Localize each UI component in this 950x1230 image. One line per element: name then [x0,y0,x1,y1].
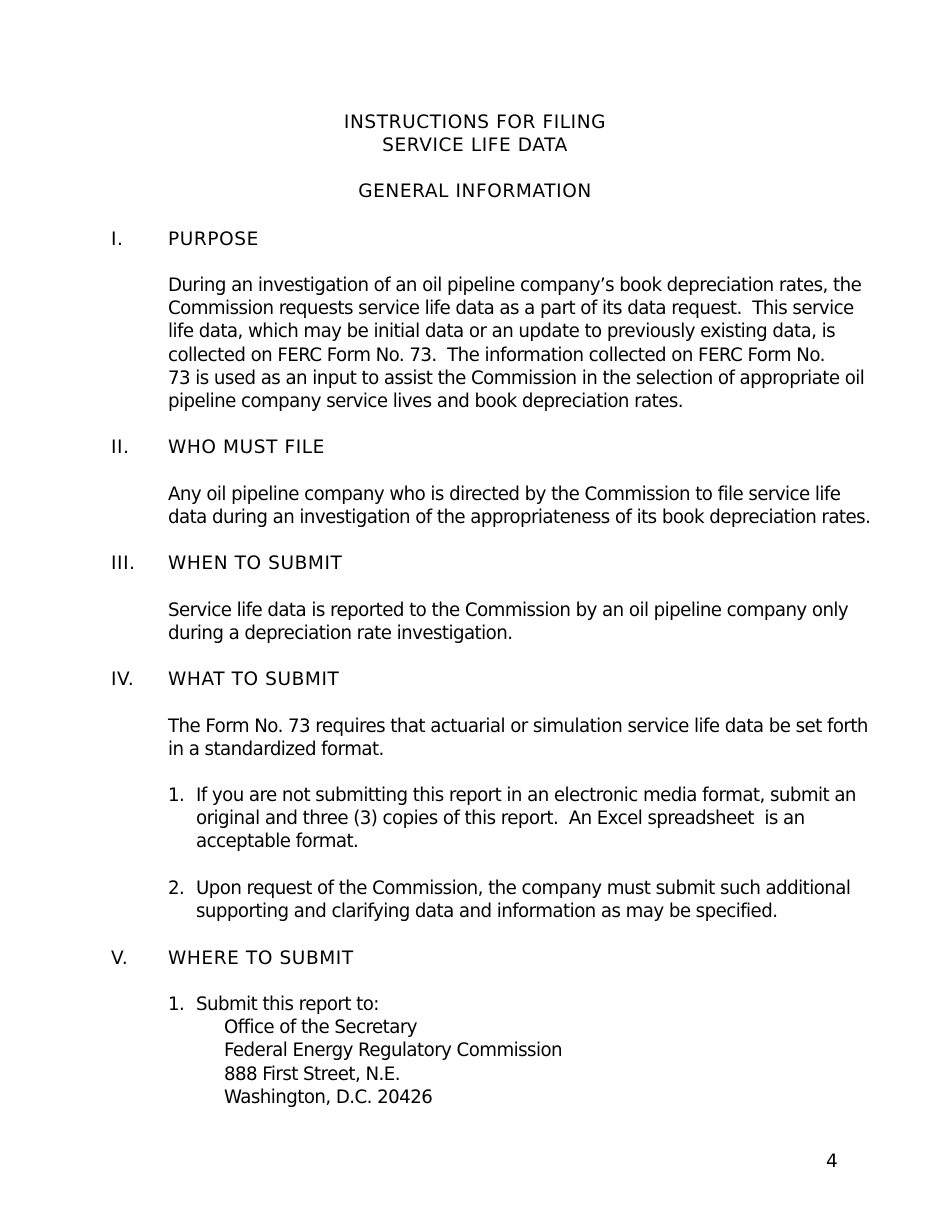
document-title-line-1: INSTRUCTIONS FOR FILING [343,112,607,133]
section-heading-purpose: PURPOSE [168,229,259,250]
section-heading-where-to-submit: WHERE TO SUBMIT [168,948,354,969]
list-item-number: 1. [168,785,185,806]
list-item-number: 2. [168,878,185,899]
when-to-submit-paragraph-line: during a depreciation rate investigation. [168,623,513,644]
address-line: Washington, D.C. 20426 [224,1087,433,1108]
what-to-submit-paragraph-line: in a standardized format. [168,739,384,760]
list-item-line: Upon request of the Commission, the company must submit such additional [196,878,851,899]
page-number: 4 [826,1151,838,1172]
address-line: Federal Energy Regulatory Commission [224,1040,563,1061]
document-subtitle: GENERAL INFORMATION [358,181,592,202]
list-item-number: 1. [168,994,185,1015]
document-title-line-2: SERVICE LIFE DATA [382,135,568,156]
section-numeral-3: III. [111,553,136,574]
section-numeral-2: II. [111,437,130,458]
list-item-line: original and three (3) copies of this report. An Excel spreadsheet is an [196,808,805,829]
section-heading-when-to-submit: WHEN TO SUBMIT [168,553,343,574]
purpose-paragraph-line: life data, which may be initial data or an update to previously existing data, is [168,321,836,342]
what-to-submit-paragraph-line: The Form No. 73 requires that actuarial or simulation service life data be set forth [168,716,868,737]
purpose-paragraph-line: During an investigation of an oil pipeline company’s book depreciation rates, the [168,275,862,296]
section-numeral-4: IV. [111,669,135,690]
list-item-line: supporting and clarifying data and information as may be specified. [196,901,778,922]
section-numeral-5: V. [111,948,129,969]
address-line: Office of the Secretary [224,1017,417,1038]
list-item-line: Submit this report to: [196,994,379,1015]
section-heading-who-must-file: WHO MUST FILE [168,437,325,458]
section-heading-what-to-submit: WHAT TO SUBMIT [168,669,340,690]
purpose-paragraph-line: collected on FERC Form No. 73. The information collected on FERC Form No. [168,345,825,366]
who-must-file-paragraph-line: data during an investigation of the appropriateness of its book depreciation rates. [168,507,871,528]
list-item-line: If you are not submitting this report in an electronic media format, submit an [196,785,856,806]
list-item-line: acceptable format. [196,831,359,852]
when-to-submit-paragraph-line: Service life data is reported to the Commission by an oil pipeline company only [168,600,849,621]
address-line: 888 First Street, N.E. [224,1064,400,1085]
who-must-file-paragraph-line: Any oil pipeline company who is directed by the Commission to file service life [168,484,841,505]
purpose-paragraph-line: Commission requests service life data as a part of its data request. This service [168,298,854,319]
purpose-paragraph-line: 73 is used as an input to assist the Commission in the selection of appropriate oil [168,368,865,389]
section-numeral-1: I. [111,229,124,250]
purpose-paragraph-line: pipeline company service lives and book depreciation rates. [168,391,684,412]
